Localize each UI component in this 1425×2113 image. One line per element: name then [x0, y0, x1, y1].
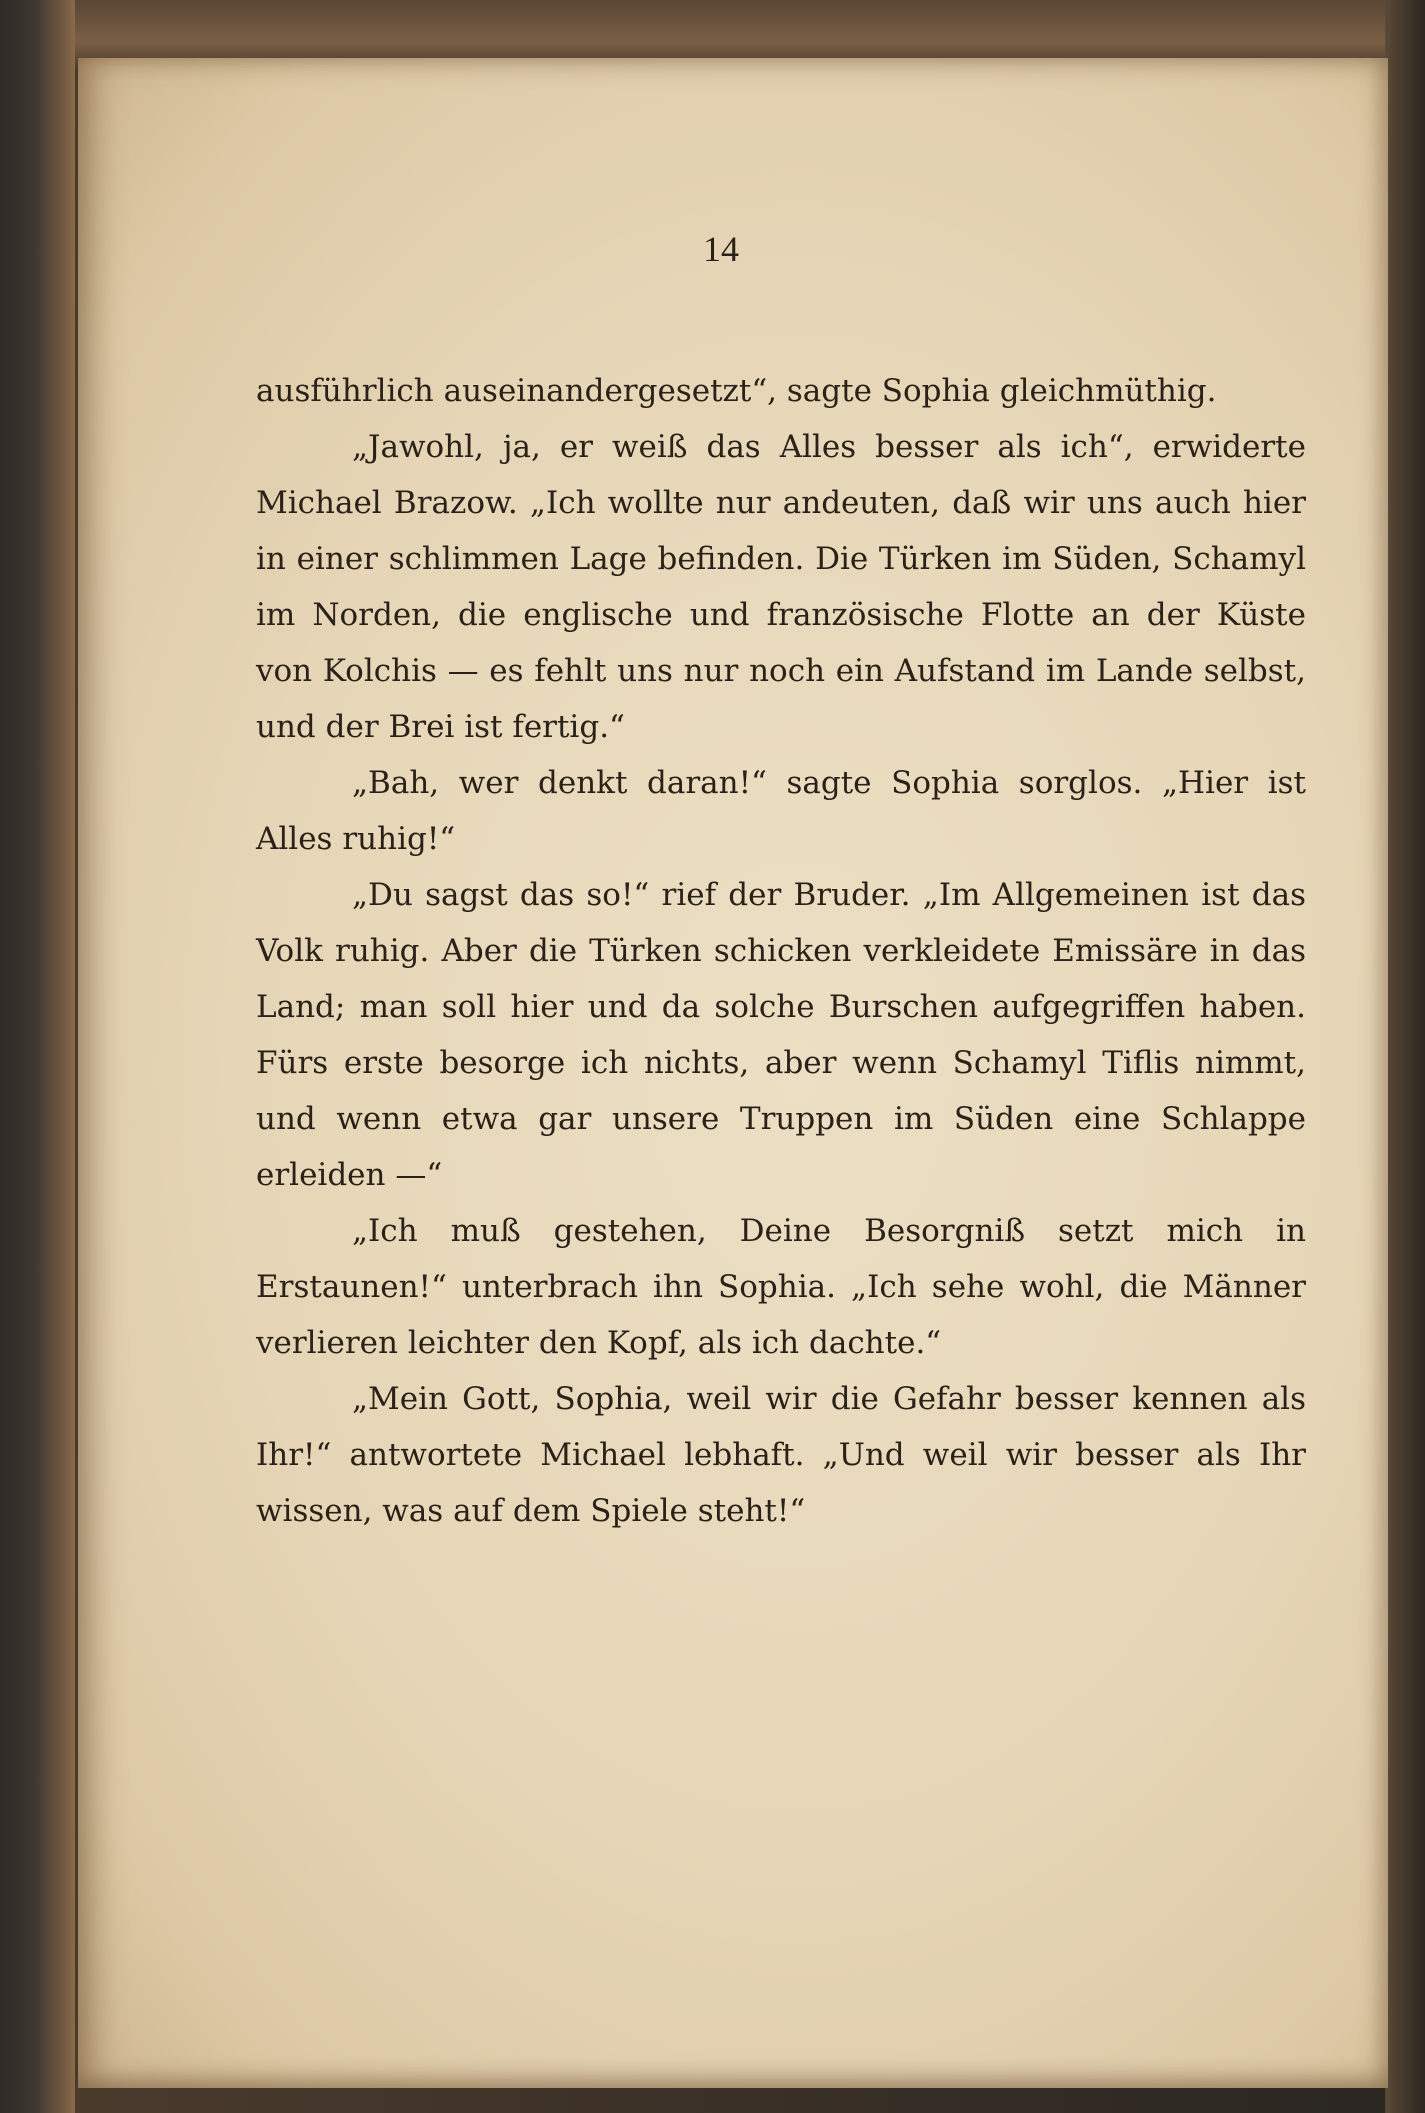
- book-page: [78, 58, 1388, 2088]
- book-cover-right-edge: [1385, 0, 1425, 2113]
- page-number: 14: [703, 229, 739, 269]
- paragraph-5: „Ich muß gestehen, Deine Besorgniß setzt mich in Erstaunen!“ unterbrach ihn Sophia. „Ich sehe wohl, die Männer verlieren leichter den Kopf, als ich dachte.“: [256, 1213, 1306, 1361]
- paragraph-1: ausführlich auseinandergesetzt“, sagte Sophia gleichmüthig.: [256, 373, 1217, 409]
- body-text: [256, 363, 1306, 1539]
- paragraph-4: „Du sagst das so!“ rief der Bruder. „Im Allgemeinen ist das Volk ruhig. Aber die Türken schicken verkleidete Emissäre in das Land; man soll hier und da solche Burschen aufgegriffen haben. Fürs erste besorge ich nichts, aber wenn Schamyl Tiflis nimmt, und wenn etwa gar unsere Truppen im Süden eine Schlappe erleiden —“: [256, 877, 1306, 1193]
- paragraph-3: „Bah, wer denkt daran!“ sagte Sophia sorglos. „Hier ist Alles ruhig!“: [256, 765, 1306, 857]
- paragraph-6: „Mein Gott, Sophia, weil wir die Gefahr besser kennen als Ihr!“ antwortete Michael lebhaft. „Und weil wir besser als Ihr wissen, was auf dem Spiele steht!“: [256, 1381, 1306, 1529]
- paragraph-2: „Jawohl, ja, er weiß das Alles besser als ich“, erwiderte Michael Brazow. „Ich wollte nur andeuten, daß wir uns auch hier in einer schlimmen Lage befinden. Die Türken im Süden, Schamyl im Norden, die englische und französische Flotte an der Küste von Kolchis — es fehlt uns nur noch ein Aufstand im Lande selbst, und der Brei ist fertig.“: [256, 429, 1306, 745]
- book-spine-edge: [0, 0, 75, 2113]
